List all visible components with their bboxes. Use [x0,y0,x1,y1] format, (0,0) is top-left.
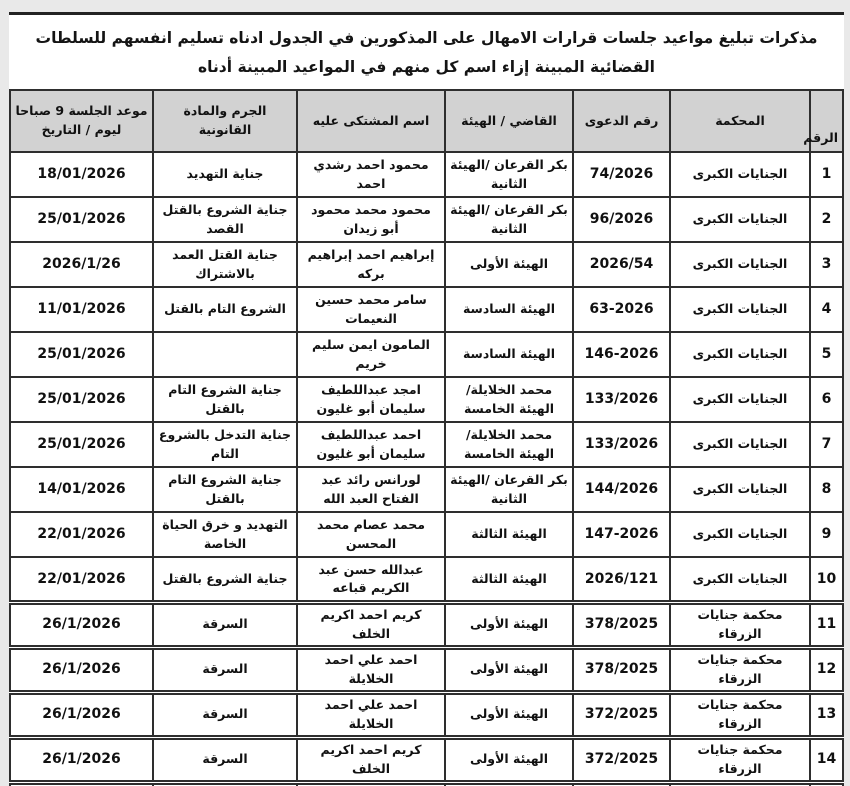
cell-num: 9 [810,512,843,557]
cell-crime: جناية القتل العمد بالاشتراك [153,242,297,287]
court-sessions-table [9,89,844,786]
cell-crime: جناية التدخل بالشروع التام [153,422,297,467]
table-row [10,152,843,197]
cell-num: 13 [810,692,843,737]
cell-court: محكمة جنايات الزرقاء [670,602,810,647]
cell-crime: جناية التهديد [153,152,297,197]
table-row-partial [10,782,843,786]
cell-defendant: المامون ايمن سليم خريم [297,332,445,377]
cell-num: 6 [810,377,843,422]
cell-date: 26/1/2026 [10,602,153,647]
cell-crime [153,332,297,377]
table-row [10,647,843,692]
cell-date: 25/01/2026 [10,197,153,242]
cell-empty [445,782,573,786]
cell-crime: جناية الشروع التام بالقتل [153,377,297,422]
cell-court: الجنايات الكبرى [670,557,810,602]
cell-defendant: عبدالله حسن عبد الكريم قباعه [297,557,445,602]
cell-crime: جناية الشروع بالقتل القصد [153,197,297,242]
cell-defendant: محمود احمد رشدي احمد [297,152,445,197]
cell-date: 26/1/2026 [10,692,153,737]
cell-crime: السرقة [153,647,297,692]
cell-defendant: محمود محمد محمود أبو زيدان [297,197,445,242]
cell-date: 11/01/2026 [10,287,153,332]
cell-defendant: امجد عبداللطيف سليمان أبو غليون [297,377,445,422]
cell-num: 1 [810,152,843,197]
cell-num: 8 [810,467,843,512]
cell-judge: الهيئة الثالثة [445,557,573,602]
table-row [10,287,843,332]
page-title: مذكرات تبليغ مواعيد جلسات قرارات الامهال على المذكورين في الجدول ادناه تسليم انفسهم للسلطات القضائية المبينة إزاء اسم كل منهم في المواعيد المبينة أدناه [35,29,818,76]
cell-judge: الهيئة الأولى [445,602,573,647]
cell-court: الجنايات الكبرى [670,287,810,332]
cell-judge: الهيئة السادسة [445,332,573,377]
cell-judge: بكر القرعان /الهيئة الثانية [445,152,573,197]
cell-empty [297,782,445,786]
cell-court: الجنايات الكبرى [670,377,810,422]
cell-date: 25/01/2026 [10,377,153,422]
cell-case_no: 372/2025 [573,692,670,737]
cell-num: 14 [810,737,843,782]
cell-court: الجنايات الكبرى [670,512,810,557]
cell-case_no: 2026/121 [573,557,670,602]
cell-court: محكمة جنايات الزرقاء [670,647,810,692]
column-header-defendant: اسم المشتكى عليه [297,90,445,152]
cell-date: 22/01/2026 [10,557,153,602]
cell-date: 25/01/2026 [10,332,153,377]
cell-crime: الشروع التام بالقتل [153,287,297,332]
cell-defendant: احمد عبداللطيف سليمان أبو غليون [297,422,445,467]
cell-num: 12 [810,647,843,692]
table-row [10,737,843,782]
cell-defendant: سامر محمد حسين النعيمات [297,287,445,332]
column-header-case_no: رقم الدعوى [573,90,670,152]
cell-date: 26/1/2026 [10,737,153,782]
table-row [10,467,843,512]
cell-date: 18/01/2026 [10,152,153,197]
table-row [10,692,843,737]
table-row [10,332,843,377]
cell-num: 3 [810,242,843,287]
cell-date: 22/01/2026 [10,512,153,557]
cell-judge: بكر القرعان /الهيئة الثانية [445,467,573,512]
cell-crime: جناية الشروع التام بالقتل [153,467,297,512]
cell-court: الجنايات الكبرى [670,152,810,197]
cell-num: 7 [810,422,843,467]
table-row [10,377,843,422]
cell-court: الجنايات الكبرى [670,422,810,467]
cell-court: محكمة جنايات الزرقاء [670,737,810,782]
cell-case_no: 133/2026 [573,422,670,467]
cell-empty [573,782,670,786]
cell-defendant: احمد علي احمد الخلايلة [297,647,445,692]
column-header-num: الرقم [810,90,843,152]
cell-judge: محمد الخلايلة/الهيئة الخامسة [445,422,573,467]
cell-num: 4 [810,287,843,332]
cell-crime: السرقة [153,602,297,647]
cell-court: محكمة جنايات الزرقاء [670,692,810,737]
cell-court: الجنايات الكبرى [670,242,810,287]
table-row [10,242,843,287]
cell-case_no: 372/2025 [573,737,670,782]
cell-case_no: 144/2026 [573,467,670,512]
cell-empty [810,782,843,786]
cell-crime: السرقة [153,737,297,782]
cell-num: 5 [810,332,843,377]
cell-crime: جناية الشروع بالقتل [153,557,297,602]
cell-court: الجنايات الكبرى [670,197,810,242]
cell-crime: التهديد و خرق الحياة الخاصة [153,512,297,557]
cell-crime: السرقة [153,692,297,737]
cell-num: 11 [810,602,843,647]
column-header-crime: الجرم والمادة القانونية [153,90,297,152]
cell-case_no: 74/2026 [573,152,670,197]
cell-date: 25/01/2026 [10,422,153,467]
cell-case_no: 2026/54 [573,242,670,287]
cell-court: الجنايات الكبرى [670,332,810,377]
cell-judge: الهيئة الأولى [445,737,573,782]
cell-judge: الهيئة السادسة [445,287,573,332]
column-header-court: المحكمة [670,90,810,152]
cell-court: الجنايات الكبرى [670,467,810,512]
cell-case_no: 63-2026 [573,287,670,332]
cell-case_no: 378/2025 [573,602,670,647]
cell-judge: الهيئة الأولى [445,692,573,737]
cell-empty [153,782,297,786]
cell-judge: بكر القرعان /الهيئة الثانية [445,197,573,242]
table-row [10,602,843,647]
cell-defendant: احمد علي احمد الخلايلة [297,692,445,737]
cell-date: 2026/1/26 [10,242,153,287]
cell-date: 26/1/2026 [10,647,153,692]
cell-empty [10,782,153,786]
cell-case_no: 147-2026 [573,512,670,557]
table-row [10,512,843,557]
cell-defendant: كريم احمد اكريم الخلف [297,737,445,782]
cell-num: 10 [810,557,843,602]
cell-case_no: 96/2026 [573,197,670,242]
cell-num: 2 [810,197,843,242]
cell-defendant: محمد عصام محمد المحسن [297,512,445,557]
table-header-row [10,90,843,152]
table-row [10,197,843,242]
cell-defendant: لورانس رائد عبد الفتاح العبد الله [297,467,445,512]
cell-date: 14/01/2026 [10,467,153,512]
cell-judge: الهيئة الثالثة [445,512,573,557]
cell-judge: الهيئة الأولى [445,647,573,692]
cell-defendant: كريم احمد اكريم الخلف [297,602,445,647]
cell-case_no: 133/2026 [573,377,670,422]
cell-defendant: إبراهيم احمد إبراهيم بركه [297,242,445,287]
column-header-judge: القاضي / الهيئة [445,90,573,152]
document-sheet [9,12,844,786]
cell-empty [670,782,810,786]
column-header-date: موعد الجلسة 9 صباحا ليوم / التاريخ [10,90,153,152]
cell-judge: محمد الخلايلة/الهيئة الخامسة [445,377,573,422]
cell-case_no: 378/2025 [573,647,670,692]
table-row [10,557,843,602]
cell-case_no: 146-2026 [573,332,670,377]
table-row [10,422,843,467]
cell-judge: الهيئة الأولى [445,242,573,287]
